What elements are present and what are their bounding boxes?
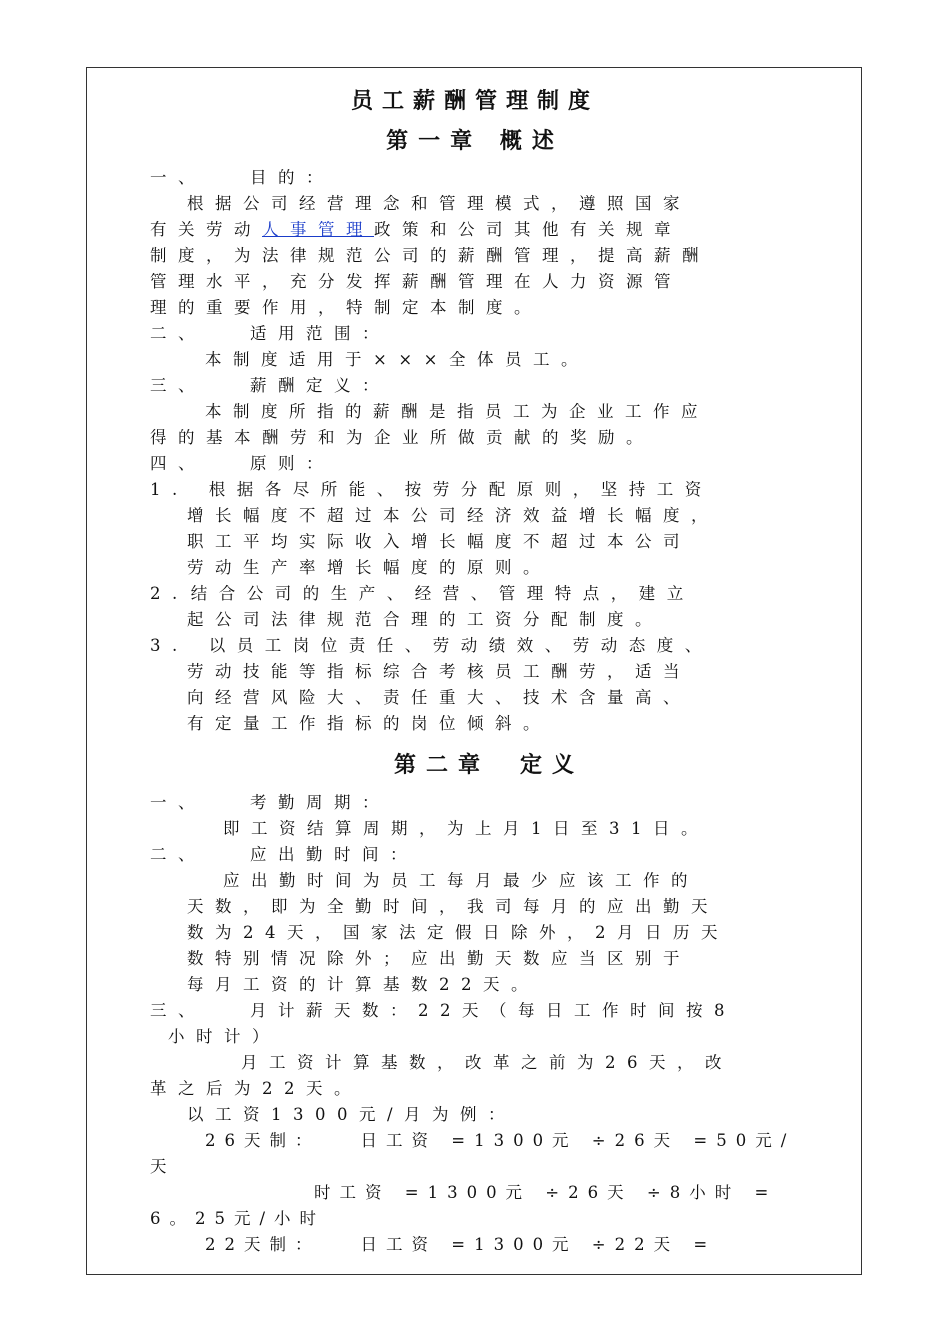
list-item	[150, 477, 850, 503]
list-item-line: 向经营风险大、责任重大、技术含量高、	[187, 688, 691, 707]
paragraph-line: 本制度所指的薪酬是指员工为企业工作应	[205, 402, 709, 421]
section-number: 三、	[150, 376, 206, 395]
example-label: 26天制：	[205, 1131, 321, 1150]
paragraph-line: 以工资1300元/月为例：	[187, 1105, 517, 1124]
section-number: 三、	[150, 1001, 206, 1020]
chapter-number: 第二章	[394, 752, 491, 778]
section-heading	[150, 373, 850, 399]
section-heading	[150, 451, 850, 477]
section-title: 考勤周期：	[250, 793, 390, 812]
hr-management-link[interactable]: 人事管理	[262, 220, 374, 239]
list-text: 根据各尽所能、按劳分配原则，坚持工资	[208, 480, 713, 499]
list-item-line: 劳动生产率增长幅度的原则。	[187, 558, 551, 577]
list-text: 以员工岗位责任、劳动绩效、劳动态度、	[208, 636, 713, 655]
section-number: 四、	[150, 454, 206, 473]
list-item	[150, 581, 850, 607]
section-title: 目的：	[250, 168, 334, 187]
paragraph-line: 即工资结算周期，为上月1日至31日。	[223, 819, 709, 838]
example-formula: 日工资 =1300元 ÷22天 =	[360, 1235, 717, 1254]
document-title: 员工薪酬管理制度	[350, 88, 599, 114]
section-number: 二、	[150, 324, 206, 343]
list-item-line: 有定量工作指标的岗位倾斜。	[187, 714, 551, 733]
paragraph-line: 本制度适用于×××全体员工。	[205, 350, 589, 369]
paragraph-line: 得的基本酬劳和为企业所做贡献的奖励。	[150, 428, 654, 447]
section-title: 原则：	[250, 454, 334, 473]
section-heading	[150, 321, 850, 347]
section-number: 一、	[150, 793, 206, 812]
chapter-2-heading	[394, 748, 584, 779]
list-number: 2.	[150, 584, 189, 603]
paragraph-line: 小时计）	[168, 1027, 280, 1046]
section-number: 二、	[150, 845, 206, 864]
chapter-title: 定义	[520, 752, 585, 778]
section-title: 月计薪天数：22天（每日工作时间按8	[250, 1001, 736, 1020]
paragraph-line: 根据公司经营理念和管理模式，遵照国家	[187, 194, 691, 213]
chapter-1-heading: 第一章 概述	[386, 128, 564, 154]
paragraph-line: 理的重要作用，特制定本制度。	[150, 298, 542, 317]
section-title: 适用范围：	[250, 324, 390, 343]
example-line: 6。25元/小时	[150, 1209, 326, 1228]
section-title: 应出勤时间：	[250, 845, 418, 864]
section-heading	[150, 998, 850, 1024]
example-line	[205, 1128, 905, 1154]
paragraph-line: 数特别情况除外；应出勤天数应当区别于	[187, 949, 691, 968]
list-item-line: 起公司法律规范合理的工资分配制度。	[187, 610, 663, 629]
list-item-line: 劳动技能等指标综合考核员工酬劳，适当	[187, 662, 691, 681]
example-label: 22天制：	[205, 1235, 321, 1254]
section-heading	[150, 165, 850, 191]
text-span: 有关劳动	[150, 220, 262, 239]
list-number: 1.	[150, 480, 189, 499]
text-span: 政策和公司其他有关规章	[374, 220, 682, 239]
paragraph-line: 数为24天，国家法定假日除外，2月日历天	[187, 923, 729, 942]
section-title: 薪酬定义：	[250, 376, 390, 395]
paragraph-line: 制度，为法律规范公司的薪酬管理，提高薪酬	[150, 246, 710, 265]
list-item-line: 增长幅度不超过本公司经济效益增长幅度，	[187, 506, 719, 525]
section-number: 一、	[150, 168, 206, 187]
paragraph-line: 月工资计算基数，改革之前为26天，改	[241, 1053, 733, 1072]
paragraph-line: 革之后为22天。	[150, 1079, 362, 1098]
list-item-line: 职工平均实际收入增长幅度不超过本公司	[187, 532, 691, 551]
paragraph-line: 天数，即为全勤时间，我司每月的应出勤天	[187, 897, 719, 916]
paragraph-line: 应出勤时间为员工每月最少应该工作的	[223, 871, 699, 890]
example-formula: 日工资 =1300元 ÷26天 =50元/	[360, 1131, 796, 1150]
paragraph-line: 管理水平，充分发挥薪酬管理在人力资源管	[150, 272, 682, 291]
list-item	[150, 633, 850, 659]
list-text: 结合公司的生产、经营、管理特点，建立	[190, 584, 695, 603]
list-number: 3.	[150, 636, 189, 655]
paragraph-line: 每月工资的计算基数22天。	[187, 975, 539, 994]
section-heading	[150, 790, 850, 816]
example-line	[205, 1232, 905, 1258]
example-line: 时工资 =1300元 ÷26天 ÷8小时 =	[314, 1183, 778, 1202]
paragraph-line	[150, 217, 850, 243]
section-heading	[150, 842, 850, 868]
example-line: 天	[150, 1157, 178, 1176]
